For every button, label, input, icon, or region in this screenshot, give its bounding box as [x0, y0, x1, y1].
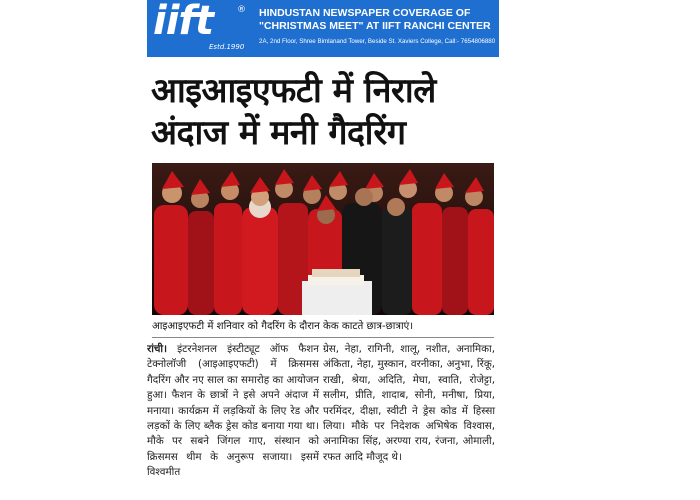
article-column-right: ग्रेस, नेहा, रागिनी, शालू, नशीत, अनामिका, अंकिता, नेहा, मुस्कान, वरनीका, अनुभा, रिंकू, राखी, श्रेया, अदिति, मेघा, स्वाति, रोजेट्टा, सलीम, प्रीति, शादाब, सोनी, मनीषा, प्रिया, परमिंदर, दीक्षा, स्वीटी ने ड्रेस कोड में हिस्सा लिया। मौके पर निदेशक अभिषेक विश्वास, अनामिका सिंह, अरण्या राय, रंजना, ओमाली, रफत आदि मौजूद थे।	[323, 343, 495, 463]
article-headline: आइआइएफटी में निराले अंदाज में मनी गैदरिंग	[151, 71, 436, 153]
article-column-left	[147, 342, 319, 481]
logo-established-year: Estd.1990	[209, 43, 245, 51]
caption-divider	[152, 337, 494, 338]
header-banner	[147, 0, 499, 57]
logo-wordmark: iift	[153, 0, 213, 44]
coverage-title: HINDUSTAN NEWSPAPER COVERAGE OF "CHRISTMAS MEET" AT IIFT RANCHI CENTER	[259, 7, 491, 32]
article-dateline: रांची।	[147, 343, 167, 355]
center-address: 2A, 2nd Floor, Shree Bimlanand Tower, Beside St. Xaviers College, Call:- 7654806880	[259, 38, 496, 45]
newspaper-clipping	[147, 0, 499, 500]
article-body-left: इंटरनेशनल इंस्टीट्यूट ऑफ फैशन टेक्नोलॉजी (आइआइएफटी) में क्रिसमस गैदरिंग और नए साल का समारोह का आयोजन हुआ। फैशन के छात्रों ने इसे अपने अंदाज में मनाया। कार्यक्रम में लड़कियों के लिए रेड और लड़कों के लिए ब्लैक ड्रेस कोड बनाया गया था। मौके पर सबने जिंगल गाए, संस्थान को क्रिसमस थीम के अनुरूप सजाया। इसमें विश्वमीत	[147, 343, 319, 479]
iift-logo	[153, 2, 253, 54]
registered-mark: ®	[237, 5, 246, 15]
event-photo	[152, 163, 494, 315]
photo-illustration	[152, 163, 494, 315]
cake-table	[302, 269, 372, 315]
photo-caption: आइआइएफटी में शनिवार को गैदरिंग के दौरान केक काटते छात्र-छात्राएं।	[152, 321, 414, 332]
